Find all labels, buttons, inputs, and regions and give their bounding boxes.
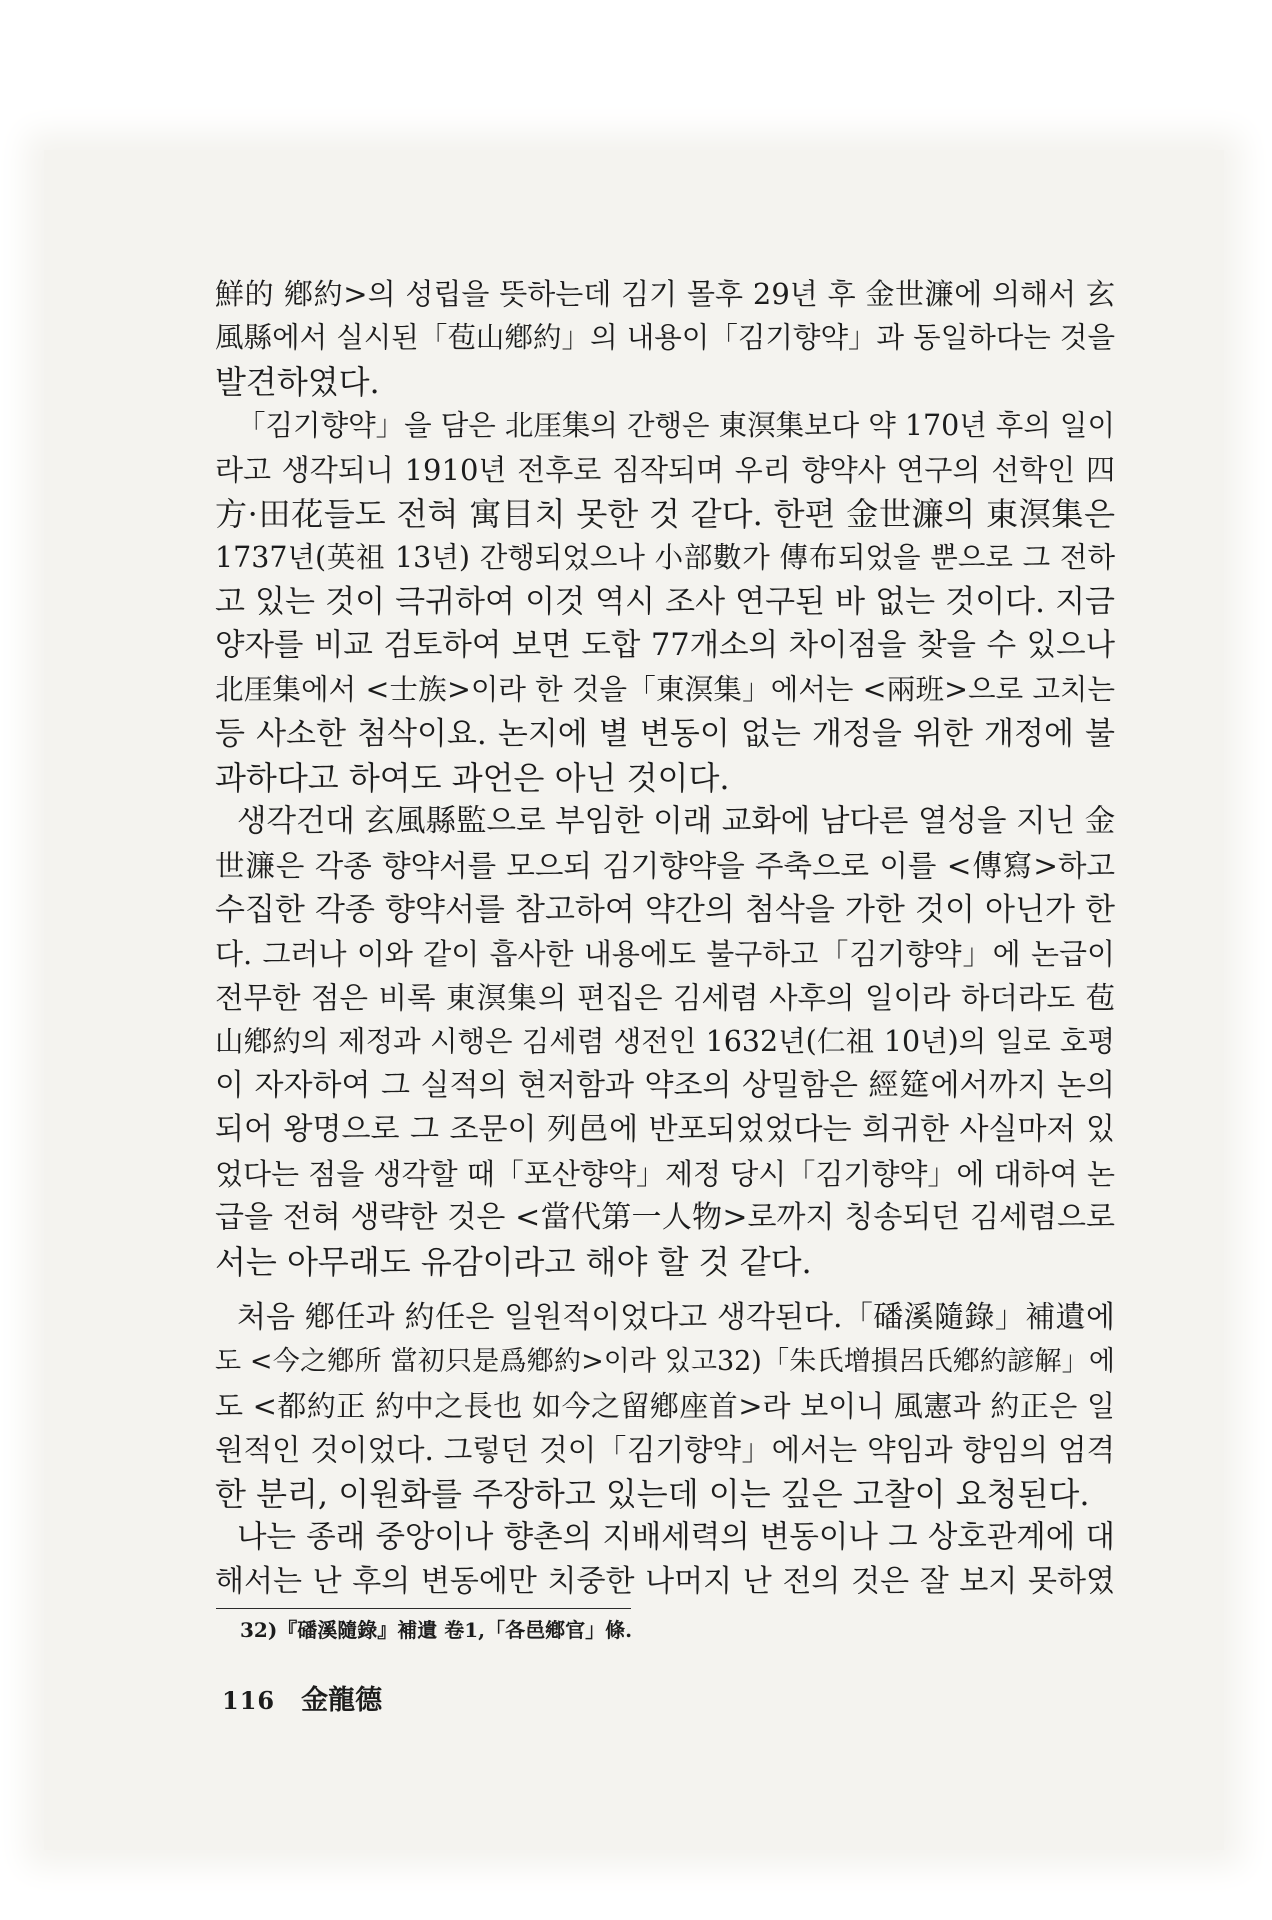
text-line: 발견하였다. (215, 363, 380, 401)
text-line: 山鄕約의 제정과 시행은 김세렴 생전인 1632년(仁祖 10년)의 일로 호평 (215, 1025, 1115, 1058)
page-folio (222, 1678, 382, 1717)
body-text-block-1 (215, 272, 1115, 1284)
text-line: 方·田花들도 전혀 寓目치 못한 것 같다. 한편 金世濂의 東溟集은 (215, 495, 1115, 533)
text-line: 한 분리, 이원화를 주장하고 있는데 이는 깊은 고찰이 요청된다. (215, 1475, 1090, 1513)
text-line: 처음 鄕任과 約任은 일원적이었다고 생각된다.「磻溪隨錄」補遺에 (237, 1300, 1115, 1335)
text-line: 생각건대 玄風縣監으로 부임한 이래 교화에 남다른 열성을 지닌 金 (237, 804, 1115, 839)
text-line: 라고 생각되니 1910년 전후로 짐작되며 우리 향약사 연구의 선학인 四 (215, 453, 1115, 487)
text-line: 과하다고 하여도 과언은 아닌 것이다. (215, 759, 730, 797)
text-line: 수집한 각종 향약서를 참고하여 약간의 첨삭을 가한 것이 아닌가 한 (215, 892, 1115, 928)
running-author: 金龍德 (301, 1685, 383, 1716)
text-line: 원적인 것이었다. 그렇던 것이「김기향약」에서는 약임과 향임의 엄격 (215, 1433, 1115, 1467)
text-line: 世濂은 각종 향약서를 모으되 김기향약을 주축으로 이를 <傳寫>하고 (215, 849, 1115, 883)
text-line: 이 자자하여 그 실적의 현저함과 약조의 상밀함은 經筵에서까지 논의 (215, 1068, 1115, 1103)
text-line: 해서는 난 후의 변동에만 치중한 나머지 난 전의 것은 잘 보지 못하였 (215, 1564, 1115, 1599)
text-line: 전무한 점은 비록 東溟集의 편집은 김세렴 사후의 일이라 하더라도 苞 (215, 981, 1115, 1015)
text-line: 등 사소한 첨삭이요. 논지에 별 변동이 없는 개정을 위한 개정에 불 (215, 716, 1115, 752)
text-line: 급을 전혀 생략한 것은 <當代第一人物>로까지 칭송되던 김세렴으로 (215, 1200, 1115, 1235)
body-text-block-2 (215, 1296, 1115, 1604)
page-number: 116 (222, 1686, 276, 1715)
text-line: 「김기향약」을 담은 北厓集의 간행은 東溟集보다 약 170년 후의 일이 (237, 409, 1115, 442)
text-line: 도 <今之鄕所 當初只是爲鄕約>이라 있고32)「朱氏增損呂氏鄕約諺解」에 (215, 1346, 1115, 1377)
text-line: 鮮的 鄕約>의 성립을 뜻하는데 김기 몰후 29년 후 金世濂에 의해서 玄 (215, 277, 1115, 311)
text-line: 風縣에서 실시된「苞山鄕約」의 내용이「김기향약」과 동일하다는 것을 (215, 321, 1115, 354)
text-line: 양자를 비교 검토하여 보면 도합 77개소의 차이점을 찾을 수 있으나 (215, 628, 1115, 663)
text-line: 었다는 점을 생각할 때「포산향약」제정 당시「김기향약」에 대하여 논 (215, 1157, 1115, 1191)
footnote: 32)『磻溪隨錄』補遺 卷1,「各邑鄕官」條. (240, 1618, 633, 1642)
text-line: 나는 종래 중앙이나 향촌의 지배세력의 변동이나 그 상호관계에 대 (237, 1520, 1115, 1555)
text-line: 다. 그러나 이와 같이 흡사한 내용에도 불구하고「김기향약」에 논급이 (215, 937, 1115, 971)
text-line: 고 있는 것이 극귀하여 이것 역시 조사 연구된 바 없는 것이다. 지금 (215, 584, 1115, 620)
text-line: 되어 왕명으로 그 조문이 列邑에 반포되었었다는 희귀한 사실마저 있 (215, 1112, 1115, 1147)
text-line: 서는 아무래도 유감이라고 해야 할 것 같다. (215, 1243, 812, 1281)
text-line: 北厓集에서 <士族>이라 한 것을「東溟集」에서는 <兩班>으로 고치는 (215, 673, 1115, 706)
text-line: 도 <都約正 約中之長也 如今之留鄕座首>라 보이니 風憲과 約正은 일 (215, 1389, 1115, 1423)
text-line: 1737년(英祖 13년) 간행되었으나 小部數가 傳布되었을 뿐으로 그 전하 (215, 541, 1115, 574)
footnote-separator (216, 1608, 631, 1609)
